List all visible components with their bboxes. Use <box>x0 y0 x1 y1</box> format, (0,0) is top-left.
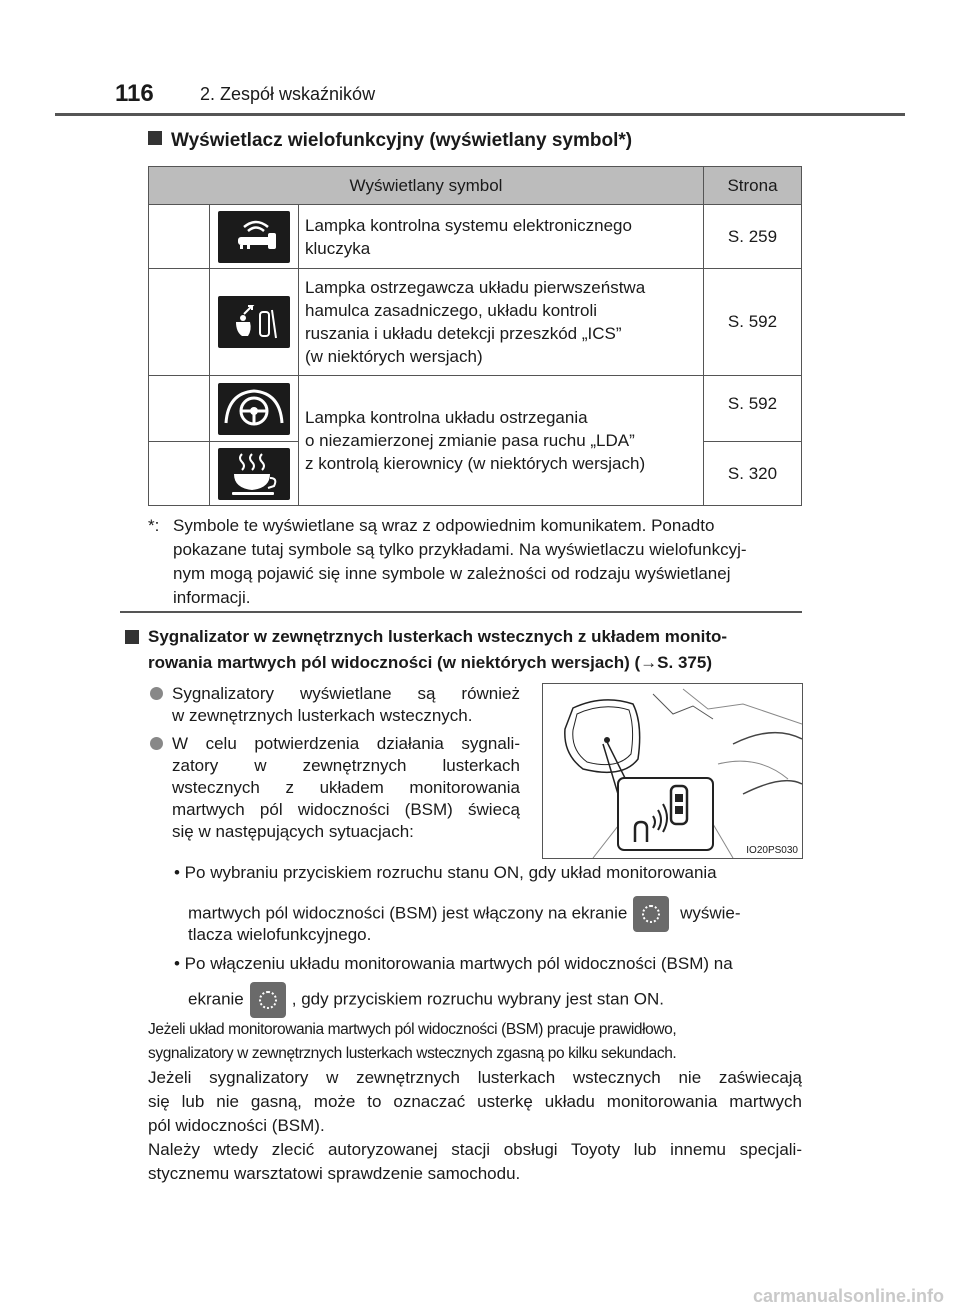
case-2-line <box>188 982 802 1018</box>
bullet-line: wstecznych z układem monitorowania <box>172 778 520 797</box>
heading-multifunction-display <box>148 130 632 152</box>
bullet-line: W celu potwierdzenia działania sygnali- <box>172 734 520 753</box>
footnote-line: pokazane tutaj symbole są tylko przykładami. Na wyświetlaczu wielofunkcyj- <box>173 540 747 559</box>
blank-cell <box>149 442 210 506</box>
coffee-cup-icon <box>218 448 290 500</box>
footnote-line: Symbole te wyświetlane są wraz z odpowiednim komunikatem. Ponadto <box>173 516 715 535</box>
circle-bullet-icon <box>150 737 163 750</box>
page-ref[interactable]: S. 375) <box>657 653 712 672</box>
col-header-page: Strona <box>704 167 802 205</box>
mirror-indicator-illustration <box>542 683 803 859</box>
case-text: ekranie <box>188 989 244 1009</box>
circle-bullet-icon <box>150 687 163 700</box>
heading-line: rowania martwych pól widoczności (w niektórych wersjach) ( <box>148 653 641 672</box>
watermark: carmanualsonline.info <box>752 1286 944 1306</box>
table-row <box>149 376 802 442</box>
header-divider <box>55 113 905 116</box>
bullet-line: martwych pól widoczności (BSM) świecą <box>172 800 520 819</box>
case-1-line: tlacza wielofunkcyjnego. <box>188 925 372 944</box>
section-title: 2. Zespół wskaźników <box>200 84 376 104</box>
final-line: Należy wtedy zlecić autoryzowanej stacji obsługi Toyoty lub innemu specjali- <box>148 1140 802 1159</box>
case-1-line: • Po wybraniu przyciskiem rozruchu stanu ON, gdy układ monitorowania <box>174 863 717 882</box>
row-desc-line: hamulca zasadniczego, układu kontroli <box>305 301 598 320</box>
note-line: Jeżeli układ monitorowania martwych pól widoczności (BSM) pracuje prawidłowo, <box>148 1021 677 1038</box>
page-ref: S. 592 <box>704 376 802 442</box>
row-desc-line: ruszania i układu detekcji przeszkód „ICS” <box>305 324 622 343</box>
final-line: się lub nie gasną, może to oznaczać usterkę układu monitorowania martwych <box>148 1092 802 1111</box>
row-desc-line: kluczyka <box>305 238 371 258</box>
bullet-line: Sygnalizatory wyświetlane są również <box>172 684 520 703</box>
illustration-code: IO20PS030 <box>746 845 798 856</box>
arrow-icon: → <box>640 653 658 672</box>
bullet-item <box>150 683 520 727</box>
page-ref: S. 592 <box>704 269 802 376</box>
row-desc-line: z kontrolą kierownicy (w niektórych wersjach) <box>305 454 646 473</box>
settings-gear-icon <box>633 896 669 932</box>
steering-wheel-icon <box>218 383 290 435</box>
footnote <box>148 514 802 610</box>
col-header-symbol: Wyświetlany symbol <box>149 167 704 205</box>
blank-cell <box>149 205 210 269</box>
heading-line: Sygnalizator w zewnętrznych lusterkach wstecznych z układem monito- <box>148 627 728 646</box>
page-ref: S. 259 <box>704 205 802 269</box>
case-2-line: • Po włączeniu układu monitorowania martwych pól widoczności (BSM) na <box>174 954 733 973</box>
blank-cell <box>149 376 210 442</box>
heading-bsm <box>125 624 805 676</box>
brake-override-icon <box>218 296 290 348</box>
case-text: martwych pól widoczności (BSM) jest włączony na ekranie <box>188 903 628 923</box>
case-text: wyświe- <box>680 903 741 923</box>
bullet-line: zatory w zewnętrznych lusterkach <box>172 756 520 775</box>
smart-key-icon <box>218 211 290 263</box>
page-number: 116 <box>115 80 154 107</box>
table-row <box>149 269 802 376</box>
section-divider <box>120 611 802 613</box>
row-desc-line: (w niektórych wersjach) <box>305 347 483 366</box>
footnote-line: informacji. <box>173 588 251 607</box>
footnote-mark: *: <box>148 516 160 535</box>
note-line: sygnalizatory w zewnętrznych lusterkach wstecznych zgasną po kilku sekundach. <box>148 1045 677 1062</box>
bullet-item <box>150 733 520 843</box>
bullet-line: się w następujących sytuacjach: <box>172 822 414 841</box>
final-line: Jeżeli sygnalizatory w zewnętrznych lusterkach wstecznych nie zaświecają <box>148 1068 802 1087</box>
square-bullet-icon <box>148 131 162 145</box>
final-line: pól widoczności (BSM). <box>148 1116 325 1135</box>
bullet-line: w zewnętrznych lusterkach wstecznych. <box>172 706 473 725</box>
case-text: , gdy przyciskiem rozruchu wybrany jest stan ON. <box>291 989 664 1009</box>
final-line: stycznemu warsztatowi sprawdzenie samochodu. <box>148 1164 521 1183</box>
table-row <box>149 205 802 269</box>
footnote-line: nym mogą pojawić się inne symbole w zależności od rodzaju wyświetlanej <box>173 564 731 583</box>
row-desc-line: Lampka kontrolna systemu elektronicznego <box>305 215 632 235</box>
heading-text: Wyświetlacz wielofunkcyjny (wyświetlany symbol*) <box>171 130 633 151</box>
symbol-table <box>148 166 802 506</box>
row-desc-line: o niezamierzonej zmianie pasa ruchu „LDA” <box>305 431 635 450</box>
blank-cell <box>149 269 210 376</box>
final-paragraph <box>148 1066 802 1186</box>
row-desc-line: Lampka kontrolna układu ostrzegania <box>305 408 588 427</box>
page-ref: S. 320 <box>704 442 802 506</box>
square-bullet-icon <box>125 630 139 644</box>
row-desc-line: Lampka ostrzegawcza układu pierwszeństwa <box>305 278 646 297</box>
settings-gear-icon <box>250 982 286 1018</box>
